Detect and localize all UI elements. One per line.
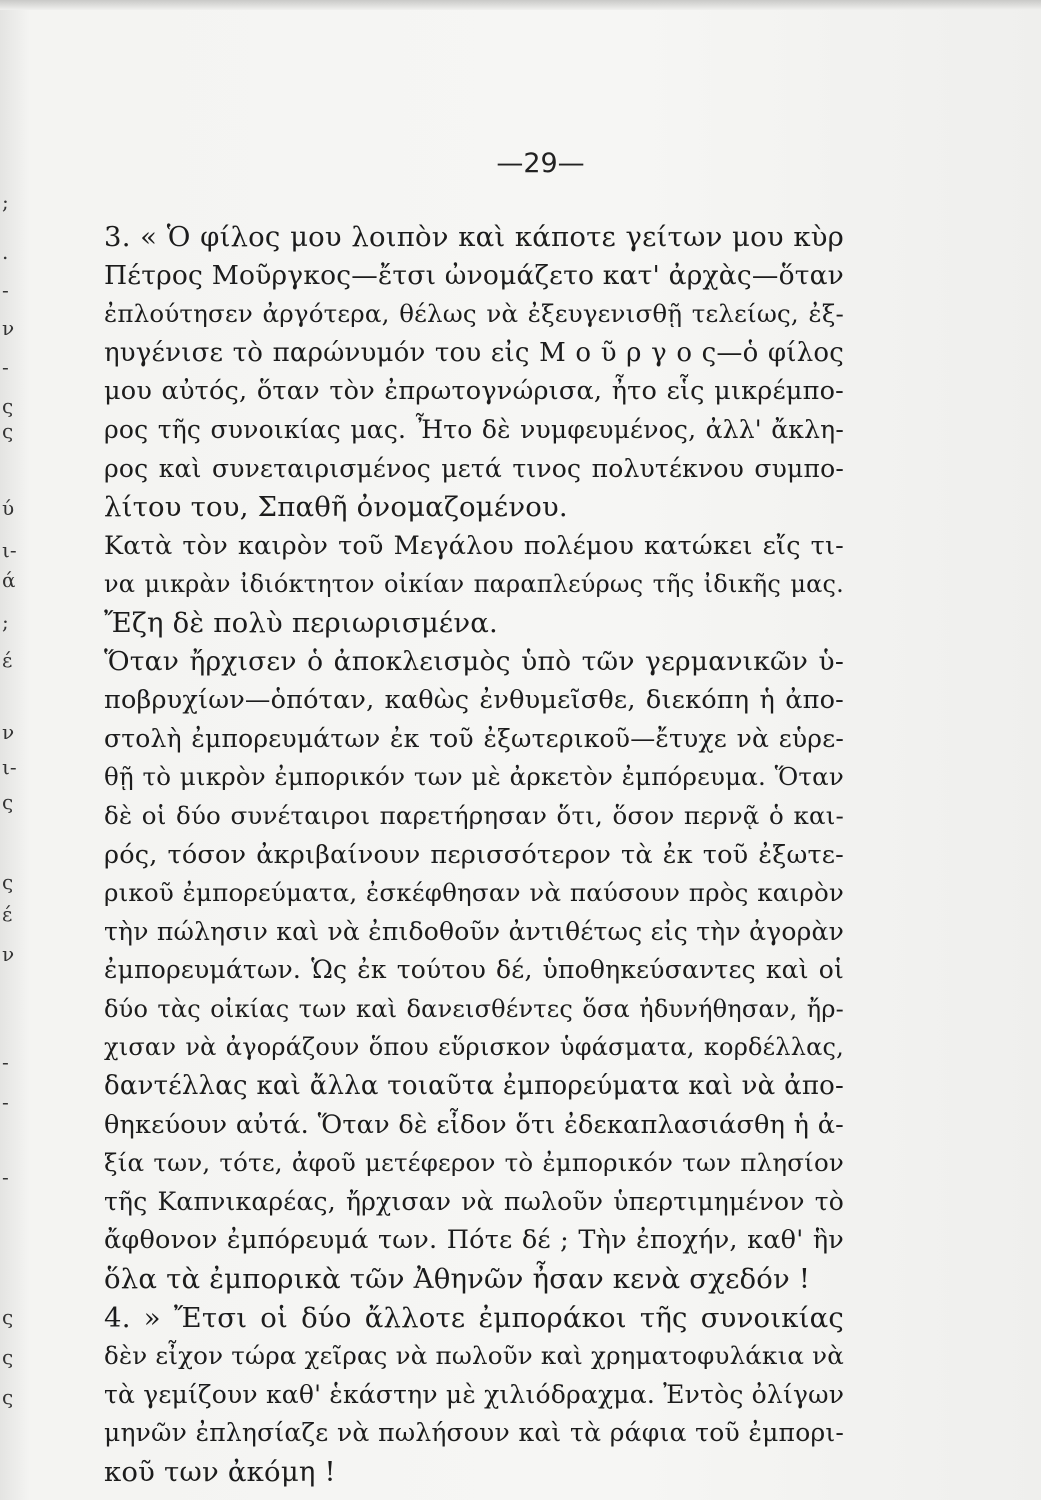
text-line: θῇ τὸ μικρὸν ἐμπορικόν των μὲ ἀρκετὸν ἐμπόρευμα. Ὅταν: [104, 762, 844, 792]
margin-mark: ς: [2, 790, 14, 814]
body-text: [104, 218, 844, 1492]
text-line: δύο τὰς οἰκίας των καὶ δανεισθέντες ὅσα ἠδυνήθησαν, ἤρ-: [104, 994, 844, 1023]
text-line: ξία των, τότε, ἀφοῦ μετέφερον τὸ ἐμπορικόν των πλησίον: [104, 1148, 844, 1178]
text-line: ἐπλούτησεν ἀργότερα, θέλως νὰ ἐξευγενισθῇ τελείως, ἐξ-: [104, 299, 844, 329]
margin-mark: -: [2, 1050, 9, 1074]
margin-mark: ν: [2, 720, 15, 744]
margin-mark: ύ: [2, 496, 15, 520]
text-line: ἄφθονον ἐμπόρευμά των. Πότε δέ ; Τὴν ἐποχήν, καθ' ἣν: [104, 1225, 844, 1256]
text-line: ποβρυχίων—ὁπόταν, καθὼς ἐνθυμεῖσθε, διεκόπη ἡ ἀπο-: [104, 685, 844, 716]
text-line: 4. » Ἔτσι οἱ δύο ἄλλοτε ἐμποράκοι τῆς συνοικίας: [104, 1301, 844, 1334]
text-line: ὅλα τὰ ἐμπορικὰ τῶν Ἀθηνῶν ἦσαν κενὰ σχεδόν !: [104, 1263, 811, 1296]
margin-mark: ς: [2, 1345, 14, 1369]
text-line: 3. « Ὁ φίλος μου λοιπὸν καὶ κάποτε γείτων μου κὺρ: [104, 221, 844, 253]
margin-mark: ς: [2, 870, 14, 894]
text-line: τὰ γεμίζουν καθ' ἑκάστην μὲ χιλιόδραχμα. Ἐντὸς ὀλίγων: [104, 1379, 845, 1409]
margin-mark: ς: [2, 419, 14, 443]
text-line: θηκεύουν αὐτά. Ὅταν δὲ εἶδον ὅτι ἐδεκαπλασιάσθη ἡ ἀ-: [104, 1109, 844, 1140]
text-line: λίτου του, Σπαθῆ ὀνομαζομένου.: [104, 491, 568, 524]
text-line: χισαν νὰ ἀγοράζουν ὅπου εὕρισκον ὑφάσματα, κορδέλλας,: [104, 1033, 844, 1062]
left-margin-bleed-through: [0, 190, 20, 1409]
text-line: ηυγένισε τὸ παρώνυμόν του εἰς Μ ο ῦ ρ γ ο ς—ὁ φίλος: [104, 337, 844, 368]
text-line: Κατὰ τὸν καιρὸν τοῦ Μεγάλου πολέμου κατώκει εἴς τι-: [104, 530, 844, 561]
text-line: Ἔζη δὲ πολὺ περιωρισμένα.: [104, 606, 498, 639]
page-top-edge: [0, 0, 1041, 10]
margin-mark: ν: [2, 316, 15, 340]
margin-mark: έ: [2, 648, 13, 672]
margin-mark: έ: [2, 902, 13, 926]
text-line: στολὴ ἐμπορευμάτων ἐκ τοῦ ἐξωτερικοῦ—ἔτυχε νὰ εὑρε-: [104, 723, 844, 753]
text-line: ἐμπορευμάτων. Ὡς ἐκ τούτου δέ, ὑποθηκεύσαντες καὶ οἱ: [104, 955, 844, 985]
text-line: δὲ οἱ δύο συνέταιροι παρετήρησαν ὅτι, ὅσον περνᾷ ὁ και-: [104, 800, 844, 830]
text-line: δαντέλλας καὶ ἄλλα τοιαῦτα ἐμπορεύματα καὶ νὰ ἀπο-: [104, 1071, 844, 1102]
margin-mark: -: [2, 355, 9, 379]
margin-mark: .: [2, 240, 9, 264]
margin-mark: ι-: [2, 538, 17, 562]
margin-mark: -: [2, 1090, 9, 1114]
margin-mark: ν: [2, 942, 15, 966]
text-line: ρος τῆς συνοικίας μας. Ἦτο δὲ νυμφευμένος, ἀλλ' ἄκλη-: [104, 414, 844, 444]
margin-mark: ς: [2, 394, 14, 418]
text-line: μηνῶν ἐπλησίαζε νὰ πωλήσουν καὶ τὰ ράφια τοῦ ἐμπορι-: [104, 1418, 844, 1448]
margin-mark: ς: [2, 1385, 14, 1409]
margin-mark: ς: [2, 1305, 14, 1329]
text-line: Πέτρος Μοῦργκος—ἔτσι ὠνομάζετο κατ' ἀρχὰς—ὅταν: [104, 259, 844, 291]
margin-mark: -: [2, 278, 9, 302]
text-line: Ὅταν ἤρχισεν ὁ ἀποκλεισμὸς ὑπὸ τῶν γερμανικῶν ὑ-: [104, 645, 844, 677]
margin-mark: ά: [2, 568, 16, 592]
text-line: τῆς Καπνικαρέας, ἤρχισαν νὰ πωλοῦν ὑπερτιμημένον τὸ: [104, 1186, 844, 1216]
margin-mark: ;: [2, 190, 9, 214]
margin-mark: -: [2, 1165, 9, 1189]
text-line: ρικοῦ ἐμπορεύματα, ἐσκέφθησαν νὰ παύσουν πρὸς καιρὸν: [104, 878, 844, 908]
margin-mark: ;: [2, 610, 9, 634]
text-line: κοῦ των ἀκόμη !: [104, 1456, 336, 1488]
text-line: ρος καὶ συνεταιρισμένος μετά τινος πολυτέκνου συμπο-: [104, 453, 844, 483]
text-line: τὴν πώλησιν καὶ νὰ ἐπιδοθοῦν ἀντιθέτως εἰς τὴν ἀγορὰν: [104, 916, 844, 946]
text-line: να μικρὰν ἰδιόκτητον οἰκίαν παραπλεύρως τῆς ἰδικῆς μας.: [104, 570, 844, 599]
text-line: ρός, τόσον ἀκριβαίνουν περισσότερον τὰ ἐκ τοῦ ἐξωτε-: [104, 839, 844, 870]
text-line: δὲν εἶχον τώρα χεῖρας νὰ πωλοῦν καὶ χρηματοφυλάκια νὰ: [104, 1341, 844, 1371]
margin-mark: ι-: [2, 755, 17, 779]
page-number: —29—: [496, 148, 585, 179]
text-line: μου αὐτός, ὅταν τὸν ἐπρωτογνώρισα, ἦτο εἷς μικρέμπο-: [104, 376, 844, 407]
